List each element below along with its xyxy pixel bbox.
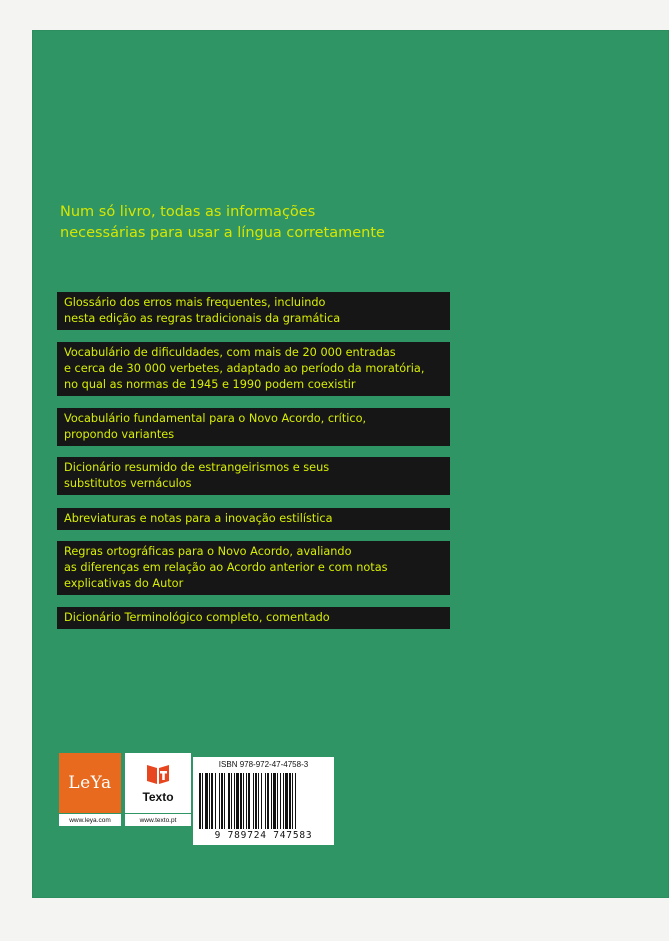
feature-item [57,342,450,396]
tagline [60,202,440,244]
feature-line: Vocabulário fundamental para o Novo Acordo, crítico, [64,412,367,425]
feature-line: Dicionário Terminológico completo, comentado [64,611,330,624]
texto-logo-text: Texto [142,790,174,804]
feature-line: nesta edição as regras tradicionais da gramática [64,312,341,325]
feature-line: Vocabulário de dificuldades, com mais de 20 000 entradas [64,346,396,359]
feature-line: as diferenças em relação ao Acordo anterior e com notas [64,561,388,574]
feature-item [57,508,450,530]
feature-line: Glossário dos erros mais frequentes, incluindo [64,296,326,309]
barcode-icon [199,773,328,829]
barcode-digits: 9 789724 747583 [214,830,313,841]
feature-line: substitutos vernáculos [64,477,192,490]
feature-line: explicativas do Autor [64,577,184,590]
tagline-line-2: necessárias para usar a língua corretamente [60,225,385,241]
feature-item [57,292,450,330]
feature-line: propondo variantes [64,428,175,441]
leya-logo [59,753,121,813]
isbn-label: ISBN 978-972-47-4758-3 [218,760,309,769]
feature-line: Dicionário resumido de estrangeirismos e seus [64,461,330,474]
feature-item [57,457,450,495]
texto-book-icon [145,762,171,786]
feature-line: Regras ortográficas para o Novo Acordo, avaliando [64,545,352,558]
texto-url: www.texto.pt [125,814,191,826]
feature-item [57,408,450,446]
isbn-barcode [193,757,334,845]
feature-line: Abreviaturas e notas para a inovação estilística [64,512,333,525]
feature-item [57,607,450,629]
feature-item [57,541,450,595]
feature-line: no qual as normas de 1945 e 1990 podem coexistir [64,378,356,391]
feature-line: e cerca de 30 000 verbetes, adaptado ao período da moratória, [64,362,425,375]
texto-logo [125,753,191,813]
tagline-line-1: Num só livro, todas as informações [60,204,316,220]
leya-logo-text: LeYa [68,773,112,793]
leya-url: www.leya.com [59,814,121,826]
